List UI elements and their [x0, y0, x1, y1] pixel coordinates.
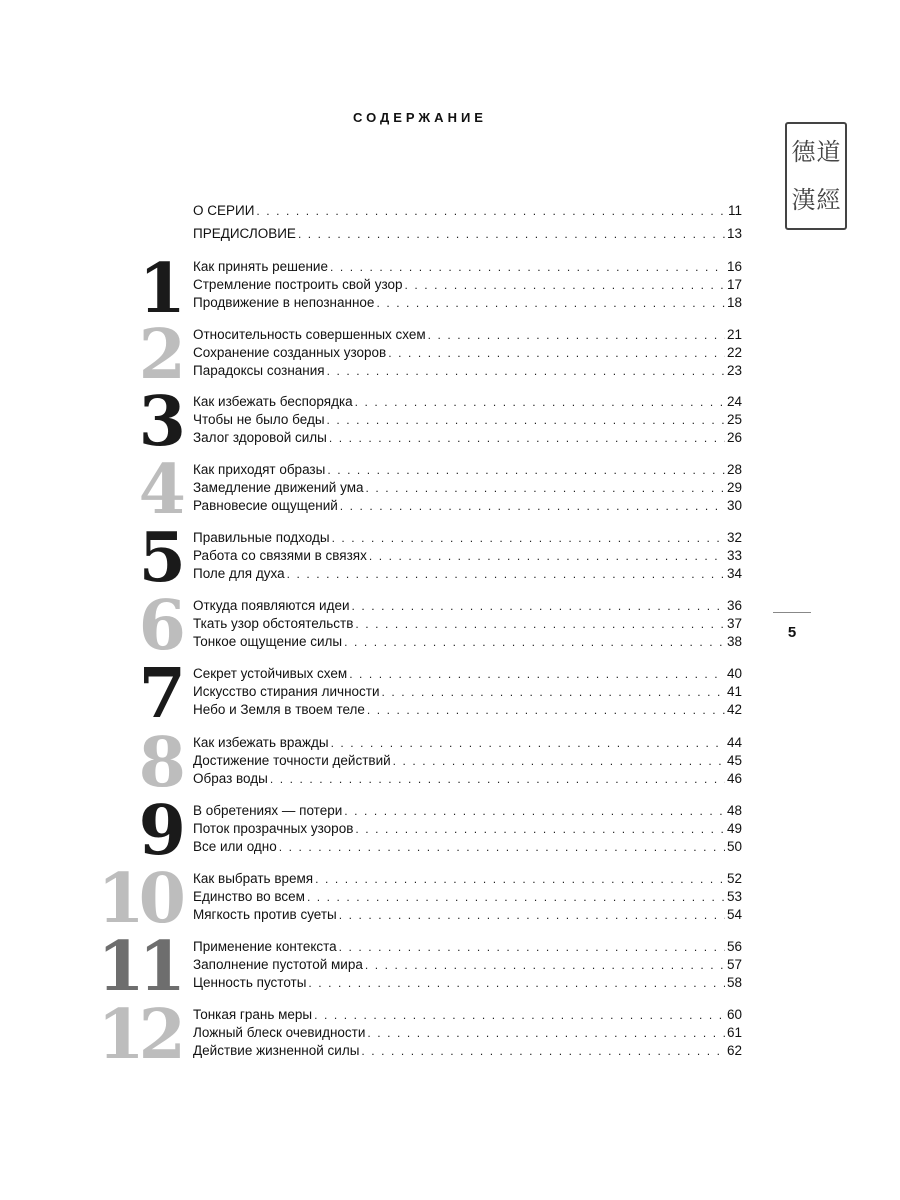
page-number: 5 [787, 624, 797, 641]
seal-char: 道 [816, 138, 841, 166]
chapter-number-5: 5 [138, 518, 180, 598]
chapter-number-7: 7 [138, 654, 180, 734]
toc-entry-label: Ценность пустоты [193, 975, 307, 990]
toc-entry-label: Откуда появляются идеи [193, 598, 350, 613]
dot-leader [331, 734, 725, 752]
dot-leader [349, 665, 725, 683]
toc-entry-label: В обретениях — потери [193, 803, 343, 818]
toc-entry[interactable] [193, 529, 742, 547]
dot-leader [279, 838, 725, 856]
dot-leader [327, 411, 725, 429]
toc-entry[interactable] [193, 547, 742, 565]
dot-leader [365, 956, 725, 974]
toc-entry-page: 52 [726, 871, 742, 886]
toc-entry-label: Правильные подходы [193, 530, 330, 545]
dot-leader [298, 225, 725, 243]
toc-entry-label: Ложный блеск очевидности [193, 1025, 366, 1040]
toc-entry-page: 44 [726, 735, 742, 750]
toc-entry[interactable] [193, 974, 742, 992]
toc-entry-page: 49 [726, 821, 742, 836]
dot-leader [376, 294, 725, 312]
toc-entry-label: ПРЕДИСЛОВИЕ [193, 226, 296, 241]
toc-entry[interactable] [193, 888, 742, 906]
toc-entry[interactable] [193, 870, 742, 888]
toc-entry-page: 36 [726, 598, 742, 613]
toc-entry-label: Залог здоровой силы [193, 430, 327, 445]
toc-entry-page: 17 [726, 277, 742, 292]
toc-entry-label: Единство во всем [193, 889, 305, 904]
toc-entry[interactable] [193, 770, 742, 788]
toc-entry-page: 45 [726, 753, 742, 768]
toc-entry[interactable] [193, 429, 742, 447]
toc-entry-label: Как избежать вражды [193, 735, 329, 750]
toc-entry-page: 54 [726, 907, 742, 922]
dot-leader [327, 461, 725, 479]
dot-leader [344, 802, 725, 820]
dot-leader [367, 701, 725, 719]
toc-entry-page: 30 [726, 498, 742, 513]
dot-leader [388, 344, 725, 362]
chapter-number-1: 1 [138, 249, 180, 329]
toc-entry-page: 25 [726, 412, 742, 427]
toc-entry[interactable] [193, 344, 742, 362]
dot-leader [339, 906, 725, 924]
toc-entry-label: Искусство стирания личности [193, 684, 380, 699]
toc-entry-label: Секрет устойчивых схем [193, 666, 348, 681]
toc-entry-page: 38 [726, 634, 742, 649]
dot-leader [340, 497, 725, 515]
toc-entry-label: Достижение точности действий [193, 753, 391, 768]
toc-entry-page: 53 [726, 889, 742, 904]
dot-leader [365, 479, 724, 497]
toc-entry-page: 42 [726, 702, 742, 717]
dot-leader [352, 597, 725, 615]
toc-entry[interactable] [193, 752, 742, 770]
toc-entry-label: Чтобы не было беды [193, 412, 325, 427]
dot-leader [382, 683, 725, 701]
toc-entry-page: 22 [726, 345, 742, 360]
toc-entry-label: Небо и Земля в твоем теле [193, 702, 365, 717]
toc-entry-label: Поле для духа [193, 566, 285, 581]
dot-leader [256, 202, 726, 220]
toc-entry[interactable] [193, 820, 742, 838]
toc-entry-label: Тонкое ощущение силы [193, 634, 343, 649]
page-title: СОДЕРЖАНИЕ [353, 110, 487, 125]
toc-entry-label: Мягкость против суеты [193, 907, 337, 922]
dot-leader [355, 820, 725, 838]
toc-entry[interactable] [193, 1024, 742, 1042]
folio-divider [773, 612, 811, 613]
toc-entry-label: Поток прозрачных узоров [193, 821, 354, 836]
chapter-number-10: 10 [97, 859, 180, 939]
toc-entry-label: Тонкая грань меры [193, 1007, 313, 1022]
toc-entry-page: 56 [726, 939, 742, 954]
toc-entry[interactable] [193, 565, 742, 583]
toc-entry[interactable] [193, 497, 742, 515]
toc-entry[interactable] [193, 362, 742, 380]
toc-entry[interactable] [193, 276, 742, 294]
toc-entry-label: Замедление движений ума [193, 480, 364, 495]
dot-leader [355, 393, 725, 411]
chapter-number-9: 9 [138, 791, 180, 871]
toc-entry-page: 61 [726, 1025, 742, 1040]
dot-leader [307, 888, 725, 906]
dot-leader [344, 633, 725, 651]
toc-entry[interactable] [193, 411, 742, 429]
toc-entry-label: Равновесие ощущений [193, 498, 338, 513]
toc-entry-page: 46 [726, 771, 742, 786]
dot-leader [367, 1024, 725, 1042]
dot-leader [339, 938, 725, 956]
toc-entry-label: Парадоксы сознания [193, 363, 325, 378]
toc-entry-page: 29 [726, 480, 742, 495]
toc-entry-page: 18 [726, 295, 742, 310]
toc-entry[interactable] [193, 802, 742, 820]
dot-leader [315, 870, 725, 888]
toc-entry-page: 58 [726, 975, 742, 990]
toc-entry-label: Как избежать беспорядка [193, 394, 353, 409]
toc-entry-page: 28 [726, 462, 742, 477]
toc-entry[interactable] [193, 633, 742, 651]
toc-entry-label: Образ воды [193, 771, 268, 786]
dot-leader [428, 326, 725, 344]
seal-char: 經 [816, 186, 841, 214]
seal-stamp-icon [785, 122, 847, 230]
dot-leader [270, 770, 725, 788]
chapter-number-4: 4 [138, 450, 180, 530]
toc-entry-page: 11 [727, 203, 742, 218]
toc-entry-page: 48 [726, 803, 742, 818]
chapter-number-3: 3 [138, 382, 180, 462]
toc-entry[interactable] [193, 294, 742, 312]
toc-entry[interactable] [193, 838, 742, 856]
dot-leader [355, 615, 725, 633]
toc-entry[interactable] [193, 461, 742, 479]
toc-entry-label: Продвижение в непознанное [193, 295, 375, 310]
dot-leader [327, 362, 725, 380]
toc-entry-page: 57 [726, 957, 742, 972]
toc-entry[interactable] [193, 906, 742, 924]
toc-entry[interactable] [193, 326, 742, 344]
toc-entry-page: 60 [726, 1007, 742, 1022]
chapter-number-11: 11 [97, 927, 180, 1007]
toc-entry[interactable] [193, 1006, 742, 1024]
toc-entry-page: 50 [726, 839, 742, 854]
toc-entry-label: Стремление построить свой узор [193, 277, 403, 292]
toc-entry-page: 34 [726, 566, 742, 581]
dot-leader [369, 547, 725, 565]
dot-leader [287, 565, 725, 583]
toc-entry[interactable] [193, 683, 742, 701]
toc-entry-label: Относительность совершенных схем [193, 327, 426, 342]
toc-entry[interactable] [193, 734, 742, 752]
dot-leader [393, 752, 725, 770]
toc-entry-page: 16 [726, 259, 742, 274]
dot-leader [405, 276, 725, 294]
toc-entry-label: Ткать узор обстоятельств [193, 616, 354, 631]
dot-leader [314, 1006, 725, 1024]
toc-entry-label: Как принять решение [193, 259, 328, 274]
toc-entry-label: Как приходят образы [193, 462, 326, 477]
seal-char: 漢 [791, 186, 816, 214]
toc-entry[interactable] [193, 615, 742, 633]
toc-entry-page: 24 [726, 394, 742, 409]
toc-entry[interactable] [193, 479, 742, 497]
toc-entry[interactable] [193, 393, 742, 411]
toc-entry[interactable] [193, 701, 742, 719]
toc-entry-preface[interactable] [193, 225, 742, 243]
dot-leader [361, 1042, 725, 1060]
toc-entry-page: 40 [726, 666, 742, 681]
dot-leader [330, 258, 725, 276]
chapter-number-8: 8 [138, 723, 180, 803]
seal-char: 德 [791, 138, 816, 166]
toc-entry-about-series[interactable] [193, 202, 742, 220]
toc-entry-label: Сохранение созданных узоров [193, 345, 387, 360]
toc-entry[interactable] [193, 665, 742, 683]
toc-entry[interactable] [193, 938, 742, 956]
toc-entry[interactable] [193, 1042, 742, 1060]
toc-entry-label: Действие жизненной силы [193, 1043, 360, 1058]
toc-entry-page: 21 [726, 327, 742, 342]
chapter-number-6: 6 [138, 586, 180, 666]
dot-leader [332, 529, 725, 547]
toc-entry-page: 62 [726, 1043, 742, 1058]
toc-entry-label: Применение контекста [193, 939, 337, 954]
chapter-number-2: 2 [138, 315, 180, 395]
toc-entry-page: 33 [726, 548, 742, 563]
toc-entry[interactable] [193, 258, 742, 276]
dot-leader [308, 974, 725, 992]
toc-entry-page: 37 [726, 616, 742, 631]
toc-entry-page: 32 [726, 530, 742, 545]
toc-entry-label: Работа со связями в связях [193, 548, 367, 563]
chapter-number-12: 12 [97, 995, 180, 1075]
toc-entry[interactable] [193, 597, 742, 615]
toc-entry-label: О СЕРИИ [193, 203, 255, 218]
toc-entry-page: 23 [726, 363, 742, 378]
toc-entry-page: 13 [726, 226, 742, 241]
toc-entry-label: Заполнение пустотой мира [193, 957, 363, 972]
toc-entry[interactable] [193, 956, 742, 974]
toc-entry-label: Как выбрать время [193, 871, 314, 886]
toc-entry-label: Все или одно [193, 839, 277, 854]
toc-entry-page: 41 [726, 684, 742, 699]
toc-entry-page: 26 [726, 430, 742, 445]
dot-leader [329, 429, 725, 447]
